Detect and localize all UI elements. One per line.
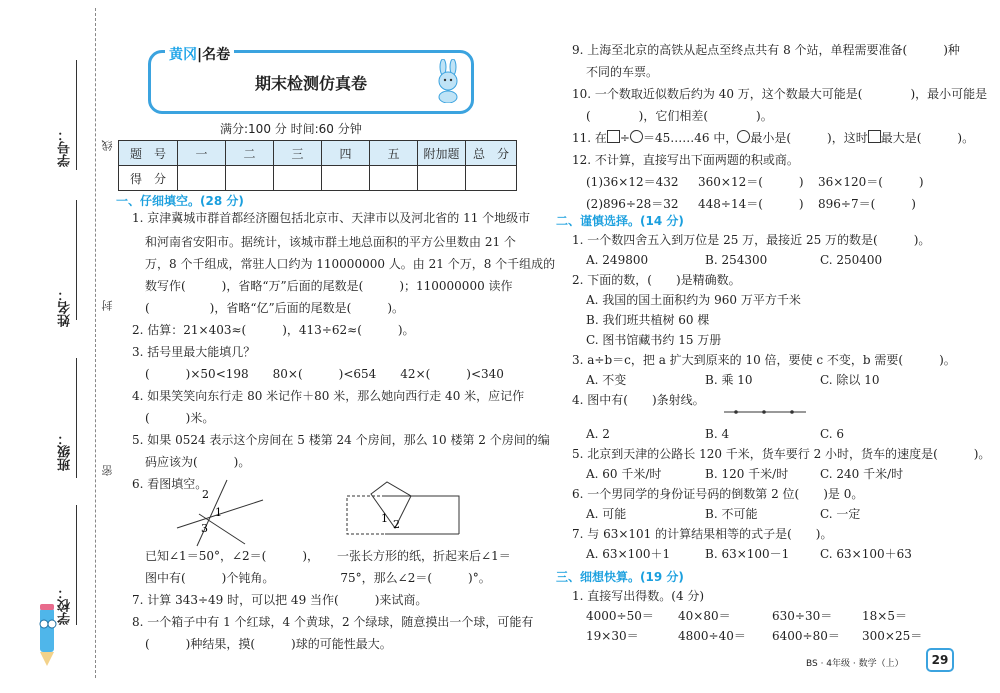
s1-line: 7. 计算 343÷49 时，可以把 49 当作( )来试商。 xyxy=(132,593,428,607)
square-icon xyxy=(607,130,620,143)
q11-part: 11. 在 xyxy=(572,131,607,145)
score-table-header: 五 xyxy=(370,141,418,166)
score-table-header: 二 xyxy=(226,141,274,166)
s1-line: ( )米。 xyxy=(145,411,215,425)
ray-figure xyxy=(720,406,810,418)
s2-option: B. 不可能 xyxy=(705,507,758,521)
score-time-line: 满分:100 分 时间:60 分钟 xyxy=(220,122,362,136)
calc-item: 630÷30＝ xyxy=(772,609,833,623)
s1-line: 4. 如果笑笑向东行走 80 米记作＋80 米，那么她向西行走 40 米，应记作 xyxy=(132,389,525,403)
fig2-angle-label: 2 xyxy=(393,518,400,531)
s3-question: 1. 直接写出得数。(4 分) xyxy=(572,589,705,603)
s2-question: 5. 北京到天津的公路长 120 千米，货车要行 2 小时，货车的速度是( )。 xyxy=(572,447,991,461)
s1-line: ( )种结果，摸( )球的可能性最大。 xyxy=(145,637,392,651)
s1-line: 和河南省安阳市。据统计，该城市群土地总面积的平方公里数由 21 个 xyxy=(145,235,516,249)
calc-item: 4800÷40＝ xyxy=(678,629,746,643)
score-cell[interactable] xyxy=(322,166,370,191)
q12-item: (2)896÷28＝32 xyxy=(586,197,679,211)
fig1-angle-label: 3 xyxy=(201,522,208,535)
angle-figure-1 xyxy=(175,478,265,548)
cut-mark-feng: 封 xyxy=(101,300,114,311)
s1-line: 码应该为( )。 xyxy=(145,455,251,469)
q12-item: 36×120＝( ) xyxy=(818,175,924,189)
s2-option: B. 254300 xyxy=(705,253,768,267)
fold-figure-2 xyxy=(345,480,465,540)
score-cell[interactable] xyxy=(370,166,418,191)
s1-line: 6. 看图填空。 xyxy=(132,477,208,491)
s2-option: B. 63×100－1 xyxy=(705,547,790,561)
logo-suffix: 名卷 xyxy=(202,47,231,63)
section2-title: 二、谨慎选择。(14 分) xyxy=(556,214,684,228)
score-table-header: 四 xyxy=(322,141,370,166)
pencil-mascot-icon xyxy=(32,600,62,670)
score-table-header: 一 xyxy=(178,141,226,166)
calc-item: 18×5＝ xyxy=(862,609,907,623)
fig1-angle-label: 1 xyxy=(215,506,222,519)
q11-part: ＝45……46 中， xyxy=(642,131,738,145)
cut-mark-xian: 线 xyxy=(101,140,114,151)
s2-question: 7. 与 63×101 的计算结果相等的式子是( )。 xyxy=(572,527,833,541)
s2-option: C. 图书馆藏书约 15 万册 xyxy=(586,333,722,347)
q12-line: 12. 不计算，直接写出下面两题的积或商。 xyxy=(572,153,799,167)
s1-line: ( )×50<198 80×( )<654 42×( )<340 xyxy=(145,367,504,381)
class-line xyxy=(76,358,77,478)
q10-line: 10. 一个数取近似数后约为 40 万，这个数最大可能是( )，最小可能是 xyxy=(572,87,988,101)
s2-option: A. 可能 xyxy=(586,507,627,521)
school-line xyxy=(76,505,77,625)
s2-option: B. 120 千米/时 xyxy=(705,467,789,481)
s2-question: 4. 图中有( )条射线。 xyxy=(572,393,705,407)
q11-part: ÷ xyxy=(619,131,630,145)
s2-option: A. 2 xyxy=(586,427,610,441)
s2-option: C. 250400 xyxy=(820,253,883,267)
q9-line: 9. 上海至北京的高铁从起点至终点共有 8 个站，单程需要准备( )种 xyxy=(572,43,960,57)
score-table-header: 题 号 xyxy=(119,141,178,166)
s1-line: 图中有( )个钝角。 75°，那么∠2＝( )°。 xyxy=(145,571,491,585)
name-line xyxy=(76,200,77,320)
s1-line: 5. 如果 0524 表示这个房间在 5 楼第 24 个房间，那么 10 楼第 2 个房间的编 xyxy=(132,433,550,447)
s2-option: B. 我们班共植树 60 棵 xyxy=(586,313,710,327)
s2-option: C. 除以 10 xyxy=(820,373,880,387)
s1-line: ( )，省略“亿”后面的尾数是( )。 xyxy=(145,301,404,315)
score-cell[interactable] xyxy=(178,166,226,191)
section1-title: 一、仔细填空。(28 分) xyxy=(116,194,244,208)
s1-line: 8. 一个箱子中有 1 个红球，4 个黄球，2 个绿球，随意摸出一个球，可能有 xyxy=(132,615,534,629)
q11-part: 最小是( )，这时 xyxy=(750,131,868,145)
rabbit-mascot-icon xyxy=(431,59,467,103)
s2-question: 1. 一个数四舍五入到万位是 25 万，最接近 25 万的数是( )。 xyxy=(572,233,931,247)
q10-line: ( )，它们相差( )。 xyxy=(586,109,773,123)
score-cell[interactable] xyxy=(274,166,322,191)
q12-item: 448÷14＝( ) xyxy=(698,197,804,211)
logo-prefix: 黄冈 xyxy=(169,47,197,63)
footer-text: BS · 4年级 · 数学（上） xyxy=(806,659,904,669)
fig2-angle-label: 1 xyxy=(381,512,388,525)
s2-question: 6. 一个男同学的身份证号码的倒数第 2 位( )是 0。 xyxy=(572,487,864,501)
brand-logo: 黄冈|名卷 xyxy=(165,44,234,64)
s2-option: C. 一定 xyxy=(820,507,861,521)
name-label: 姓名： xyxy=(58,288,73,327)
s2-option: A. 63×100＋1 xyxy=(586,547,671,561)
s2-option: B. 乘 10 xyxy=(705,373,753,387)
s1-line: 已知∠1＝50°，∠2＝( )， 一张长方形的纸，折起来后∠1＝ xyxy=(145,549,511,563)
student-id-line xyxy=(76,60,77,170)
s2-option: A. 60 千米/时 xyxy=(586,467,662,481)
class-label: 班级： xyxy=(58,432,73,471)
s2-option: C. 63×100＋63 xyxy=(820,547,912,561)
q12-item: 896÷7＝( ) xyxy=(818,197,916,211)
q12-item: 360×12＝( ) xyxy=(698,175,804,189)
calc-item: 300×25＝ xyxy=(862,629,923,643)
s1-line: 万，8 个千组成，常驻人口约为 110000000 人。由 21 个万，8 个千组成的 xyxy=(145,257,556,271)
circle-icon xyxy=(630,130,643,143)
fig1-angle-label: 2 xyxy=(202,488,209,501)
s2-option: A. 我国的国土面积约为 960 万平方千米 xyxy=(586,293,801,307)
q9-line: 不同的车票。 xyxy=(586,65,659,79)
s1-line: 1. 京津冀城市群首都经济圈包括北京市、天津市以及河北省的 11 个地级市 xyxy=(132,211,531,225)
page-number: 29 xyxy=(926,648,954,672)
score-cell[interactable] xyxy=(466,166,517,191)
score-table xyxy=(118,140,517,191)
score-row-label: 得 分 xyxy=(119,166,178,191)
q11-line xyxy=(572,130,974,146)
calc-item: 6400÷80＝ xyxy=(772,629,840,643)
s2-question: 2. 下面的数，( )是精确数。 xyxy=(572,273,741,287)
score-table-header-row xyxy=(119,141,517,166)
s2-option: A. 249800 xyxy=(586,253,649,267)
s2-option: C. 6 xyxy=(820,427,845,441)
q11-part: 最大是( )。 xyxy=(880,131,975,145)
circle-icon xyxy=(737,130,750,143)
score-cell[interactable] xyxy=(418,166,466,191)
calc-item: 40×80＝ xyxy=(678,609,731,623)
s1-line: 数写作( )，省略“万”后面的尾数是( )；110000000 读作 xyxy=(145,279,513,293)
section3-title: 三、细想快算。(19 分) xyxy=(556,570,684,584)
score-table-row xyxy=(119,166,517,191)
school-label: 学校： xyxy=(58,586,73,625)
score-table-header: 三 xyxy=(274,141,322,166)
binding-dashed-line xyxy=(95,8,96,678)
s1-line: 3. 括号里最大能填几？ xyxy=(132,345,256,359)
cut-mark-mi: 密 xyxy=(101,465,114,476)
score-cell[interactable] xyxy=(226,166,274,191)
page-title: 期末检测仿真卷 xyxy=(254,74,367,93)
s2-option: A. 不变 xyxy=(586,373,627,387)
s2-option: C. 240 千米/时 xyxy=(820,467,904,481)
score-table-header: 总 分 xyxy=(466,141,517,166)
q12-item: (1)36×12＝432 xyxy=(586,175,679,189)
s2-option: B. 4 xyxy=(705,427,730,441)
calc-item: 19×30＝ xyxy=(586,629,639,643)
student-id-label: 学号： xyxy=(58,128,73,167)
s2-question: 3. a÷b＝c，把 a 扩大到原来的 10 倍，要使 c 不变，b 需要( )。 xyxy=(572,353,956,367)
square-icon xyxy=(868,130,881,143)
calc-item: 4000÷50＝ xyxy=(586,609,654,623)
score-table-header: 附加题 xyxy=(418,141,466,166)
s1-line: 2. 估算：21×403≈( )，413÷62≈( )。 xyxy=(132,323,415,337)
